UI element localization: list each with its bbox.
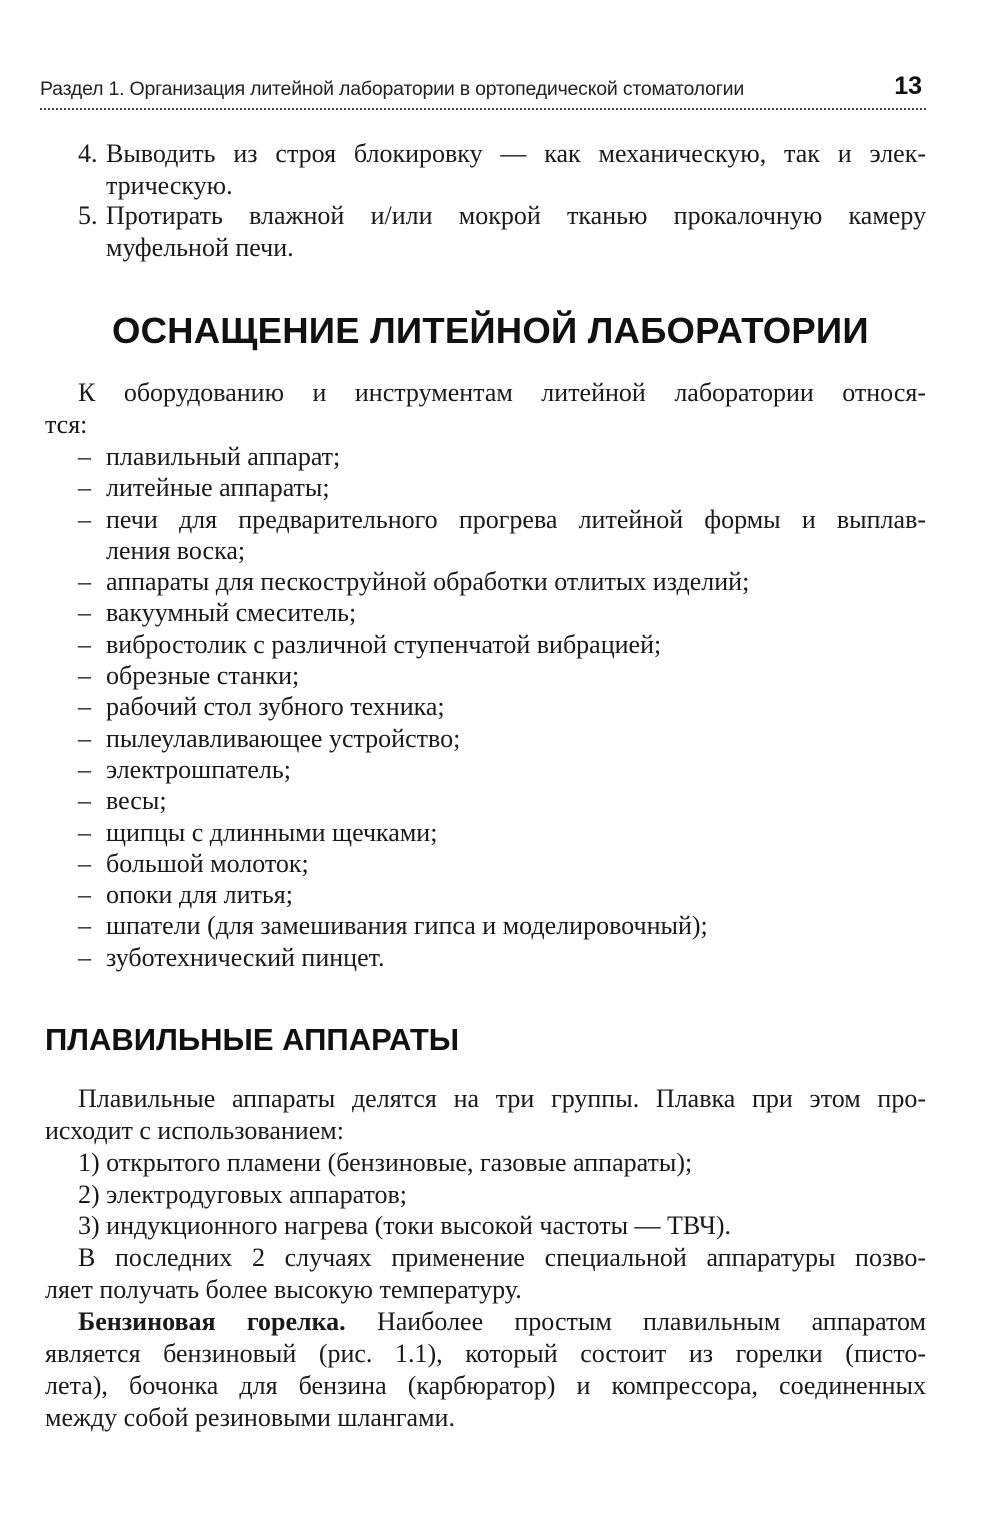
- list-item-text: опоки для литья;: [106, 880, 293, 910]
- dash-marker: –: [78, 629, 91, 659]
- list-item-text: пылеулавливающее устройство;: [106, 723, 461, 753]
- list-item-text: обрезные станки;: [106, 661, 300, 691]
- page-number: 13: [894, 72, 922, 100]
- list-item: 1) открытого пламени (бензиновые, газовые аппараты);: [78, 1148, 693, 1177]
- list-item-text: литейные аппараты;: [106, 473, 330, 503]
- dash-marker: –: [78, 817, 91, 847]
- dash-marker: –: [78, 786, 91, 816]
- list-item: [78, 817, 926, 848]
- list-item: [78, 629, 926, 660]
- running-header: [40, 72, 926, 110]
- rule-text-line: Выводить из строя блокировку — как механическую, так и элек-: [106, 139, 926, 168]
- paragraph-line: между собой резиновыми шлангами.: [45, 1403, 455, 1432]
- paragraph-line: исходит с использованием:: [45, 1116, 344, 1145]
- list-item-text: вакуумный смеситель;: [106, 598, 357, 628]
- dash-marker: –: [78, 661, 91, 691]
- paragraph-line: тся:: [45, 410, 88, 439]
- list-item-text: шпатели (для замешивания гипса и моделировочный);: [106, 911, 708, 941]
- paragraph-line: является бензиновый (рис. 1.1), который состоит из горелки (писто-: [45, 1339, 926, 1368]
- dash-marker: –: [78, 567, 91, 597]
- rule-text-line: муфельной печи.: [106, 233, 294, 262]
- dash-marker: –: [78, 442, 91, 471]
- list-item: 3) индукционного нагрева (токи высокой частоты — ТВЧ).: [78, 1211, 732, 1240]
- dash-marker: –: [78, 911, 91, 941]
- dash-marker: –: [78, 848, 91, 878]
- section-heading-equipment: ОСНАЩЕНИЕ ЛИТЕЙНОЙ ЛАБОРАТОРИИ: [112, 310, 869, 351]
- list-item: [78, 848, 926, 879]
- paragraph-text: Наиболее простым плавильным аппаратом: [345, 1307, 926, 1336]
- paragraph-line: лета), бочонка для бензина (карбюратор) и компрессора, соединенных: [45, 1371, 926, 1400]
- list-item-text: зуботехнический пинцет.: [106, 942, 385, 972]
- rule-text-line: Протирать влажной и/или мокрой тканью прокалочную камеру: [106, 201, 926, 230]
- list-item: 2) электродуговых аппаратов;: [78, 1179, 408, 1209]
- dash-marker: –: [78, 942, 91, 972]
- run-in-heading: Бензиновая горелка.: [78, 1307, 346, 1336]
- list-item-text: щипцы с длинными щечками;: [106, 817, 438, 847]
- rule-number: 4.: [78, 139, 98, 168]
- dash-marker: –: [78, 692, 91, 722]
- paragraph-line: К оборудованию и инструментам литейной лаборатории относя-: [78, 378, 926, 407]
- list-item: [78, 472, 926, 503]
- rule-number: 5.: [78, 201, 98, 230]
- list-item: [78, 723, 926, 754]
- list-item-text: вибростолик с различной ступенчатой вибрацией;: [106, 629, 662, 659]
- paragraph-line: В последних 2 случаях применение специальной аппаратуры позво-: [78, 1243, 926, 1272]
- dash-marker: –: [78, 754, 91, 784]
- list-item-text: весы;: [106, 786, 167, 816]
- list-item: [78, 441, 926, 472]
- running-title: Раздел 1. Организация литейной лаборатории в ортопедической стоматологии: [40, 78, 745, 100]
- list-item-text: большой молоток;: [106, 848, 309, 878]
- list-item: [78, 785, 926, 816]
- list-item: [78, 754, 926, 785]
- rule-item-5: [78, 200, 926, 264]
- list-item: [78, 597, 926, 628]
- list-item-text: электрошпатель;: [106, 754, 291, 784]
- list-item: [78, 660, 926, 691]
- section-heading-melting: ПЛАВИЛЬНЫЕ АППАРАТЫ: [45, 1022, 460, 1057]
- paragraph-line: Плавильные аппараты делятся на три группы. Плавка при этом про-: [78, 1084, 926, 1113]
- list-item: [78, 942, 926, 973]
- list-item: [78, 879, 926, 910]
- list-item-text: аппараты для пескоструйной обработки отлитых изделий;: [106, 567, 750, 597]
- paragraph-line: [78, 1306, 926, 1338]
- list-item-text: плавильный аппарат;: [106, 442, 341, 471]
- list-item-text: ления воска;: [106, 535, 246, 565]
- dash-marker: –: [78, 880, 91, 910]
- dash-marker: –: [78, 723, 91, 753]
- list-item: [78, 910, 926, 941]
- dash-marker: –: [78, 598, 91, 628]
- paragraph-line: ляет получать более высокую температуру.: [45, 1275, 522, 1304]
- rule-text-line: трическую.: [106, 171, 233, 200]
- list-item: [78, 566, 926, 597]
- list-item-text: рабочий стол зубного техника;: [106, 692, 445, 722]
- list-item: [78, 691, 926, 722]
- list-item: [78, 504, 926, 567]
- list-item-text: печи для предварительного прогрева литейной формы и выплав-: [106, 504, 926, 534]
- equipment-list: [78, 441, 926, 973]
- rule-item-4: [78, 138, 926, 202]
- dash-marker: –: [78, 473, 91, 503]
- melting-groups-list: [78, 1147, 926, 1242]
- dash-marker: –: [78, 504, 91, 534]
